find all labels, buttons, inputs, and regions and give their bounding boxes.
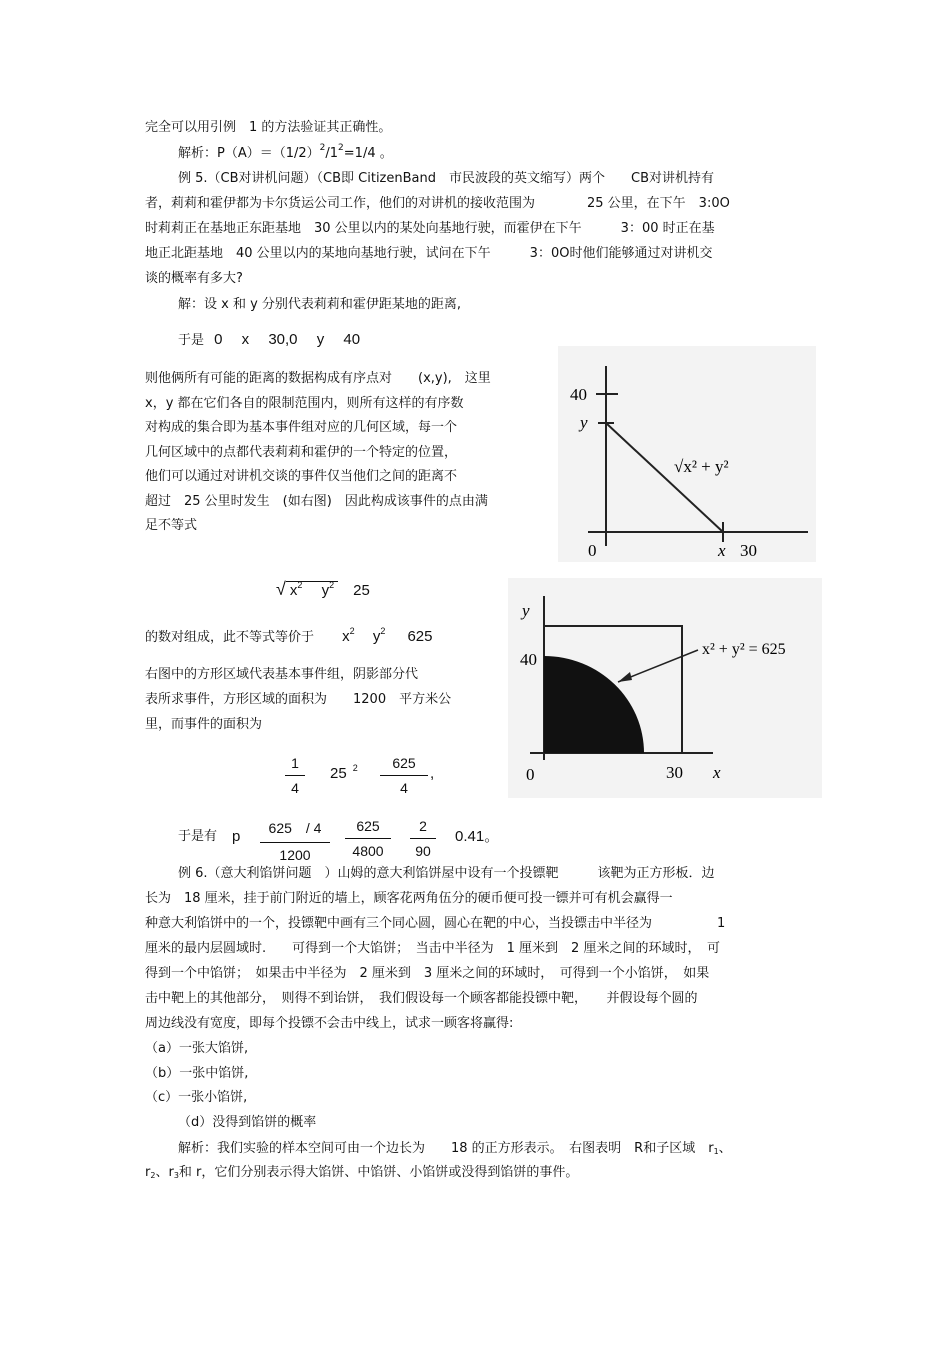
paragraph-a-line: 则他俩所有可能的距离的数据构成有序点对 (x,y), 这里 — [145, 371, 491, 386]
paragraph-b-line: 里，而事件的面积为 — [145, 717, 263, 732]
prob-label: 于是有 — [178, 829, 218, 844]
prob-result: 0.41。 — [455, 828, 500, 845]
fig2-origin-label: 0 — [526, 765, 535, 784]
paragraph-a-line: 几何区域中的点都代表莉莉和霍伊的一个特定的位置， — [145, 444, 458, 460]
fig1-origin-label: 0 — [588, 541, 597, 560]
paragraph-a-line: 对构成的集合即为基本事件组对应的几何区域，每一个 — [145, 420, 458, 435]
sqrt-sign: √ — [276, 579, 286, 599]
paragraph-a-line: x，y 都在它们各自的限制范围内，则所有这样的有序数 — [145, 395, 464, 411]
inequality: √ $x^2$ $y^2$ 25 — [276, 579, 370, 599]
prob-p: p — [232, 828, 241, 845]
area-frac-1: 1 4 — [285, 755, 305, 796]
line-intro: 完全可以用引例 1 的方法验证其正确性。 — [145, 120, 392, 135]
prob-frac-3: 2 90 — [410, 818, 436, 859]
fig1-x-label: x — [718, 541, 726, 560]
example5-line4: 地正北距基地 40 公里以内的某地向基地行驶，试问在下午 3：0O时他们能够通过对讲机交 — [145, 246, 713, 261]
fig1-y-label: y — [580, 413, 588, 432]
figure-distance — [558, 346, 816, 562]
area-frac-2: 625 4 — [380, 755, 428, 796]
fig1-x30-label: 30 — [740, 541, 757, 560]
example5-line1: 例 5.（CB对讲机问题）（CB即 CitizenBand 市民波段的英文缩写）两个 CB对讲机持有 — [178, 171, 714, 186]
fig2-y-label: y — [522, 601, 530, 620]
example6-line: 长为 18 厘米，挂于前门附近的墙上，顾客花两角伍分的硬币便可投一镖并可有机会赢得一 — [145, 891, 673, 906]
range-line: 于是 0 x 30,0 y 40 — [178, 331, 361, 348]
paragraph-b-line: 表所求事件，方形区域的面积为 1200 平方米公 — [145, 692, 452, 707]
example5-line2: 者，莉莉和霍伊都为卡尔货运公司工作，他们的对讲机的接收范围为 25 公里，在下午 3:0O — [145, 196, 730, 211]
figure-region — [508, 578, 822, 798]
option-item: （b）一张中馅饼, — [145, 1065, 249, 1081]
paragraph-b-line: 右图中的方形区域代表基本事件组，阴影部分代 — [145, 667, 419, 682]
example6-line: 例 6.（意大利馅饼问题 ）山姆的意大利馅饼屋中设有一个投镖靶 该靶为正方形板．边 — [178, 866, 715, 881]
prob-frac-1: 625 / 4 1200 — [260, 818, 330, 863]
analysis-line: 解析：$P(A)=(1/2)^2/1^2=1/4$ 。 — [178, 143, 393, 161]
example6-line: 击中靶上的其他部分， 则得不到诒饼， 我们假设每一个顾客都能投镖中靶， 并假设每个圆的 — [145, 991, 698, 1006]
option-item: （c）一张小馅饼, — [145, 1090, 248, 1105]
paragraph-a-line: 超过 25 公里时发生 (如右图) 因此构成该事件的点由满 — [145, 493, 488, 509]
example6-line: 得到一个中馅饼； 如果击中半径为 2 厘米到 3 厘米之间的环域时， 可得到一个小馅饼， 如果 — [145, 966, 710, 981]
prob-frac-2: 625 4800 — [345, 818, 391, 859]
solution-line: 解：设 x 和 y 分别代表莉莉和霍伊距某地的距离, — [178, 297, 462, 312]
equivalence-line: 的数对组成，此不等式等价于 $x^2$ $y^2$ 625 — [145, 626, 433, 645]
example5-line3: 时莉莉正在基地正东距基地 30 公里以内的某处向基地行驶，而霍伊在下午 3：00 时正在基 — [145, 221, 715, 236]
option-item: （d）没得到馅饼的概率 — [178, 1114, 317, 1130]
fig1-y40-label: 40 — [570, 385, 587, 404]
area-tail: , — [430, 765, 435, 782]
sol6-line1: 解析：我们实验的样本空间可由一个边长为 18 的正方形表示。 右图表明 R和子区域 r1、 — [178, 1141, 732, 1156]
fig2-y40-label: 40 — [520, 650, 537, 669]
fig2-x30-label: 30 — [666, 763, 683, 782]
fig2-formula-label: x² + y² = 625 — [702, 641, 786, 658]
example5-line5: 谈的概率有多大? — [145, 271, 243, 286]
paragraph-a-line: 足不等式 — [145, 518, 198, 533]
example6-line: 种意大利馅饼中的一个，投镖靶中画有三个同心圆，圆心在靶的中心，当投镖击中半径为 1 — [145, 916, 726, 931]
fig2-x-label: x — [713, 763, 721, 782]
fig1-formula-label: √x² + y² — [674, 457, 729, 476]
example6-line: 厘米的最内层圆域时. 可得到一个大馅饼； 当击中半径为 1 厘米到 2 厘米之间的环域时， 可 — [145, 941, 720, 956]
area-mid: 25 $^2$ — [330, 763, 358, 782]
example6-line: 周边线没有宽度，即每个投镖不会击中线上，试求一顾客将赢得: — [145, 1016, 514, 1031]
option-item: （a）一张大馅饼, — [145, 1041, 249, 1056]
paragraph-a-line: 他们可以通过对讲机交谈的事件仅当他们之间的距离不 — [145, 469, 458, 484]
sol6-line2: r2、r3和 r，它们分别表示得大馅饼、中馅饼、小馅饼或没得到馅饼的事件。 — [145, 1165, 579, 1180]
